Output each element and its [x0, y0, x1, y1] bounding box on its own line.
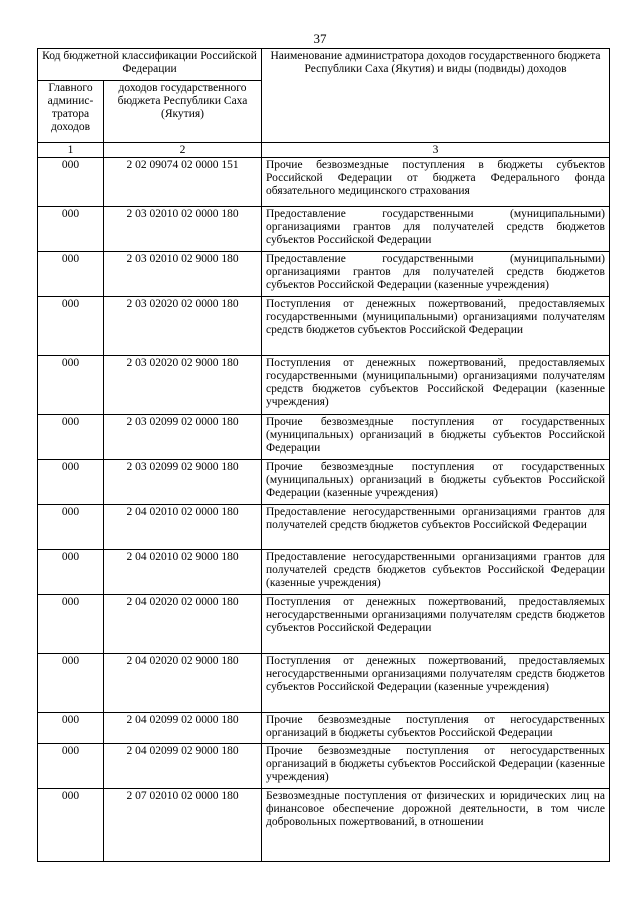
admin-code-cell: 000: [38, 297, 104, 356]
header-main-administrator: Главного админис-тратора доходов: [38, 81, 104, 143]
table-row: [38, 356, 610, 415]
admin-code-cell: 000: [38, 356, 104, 415]
admin-code-cell: 000: [38, 460, 104, 505]
table-row: [38, 654, 610, 713]
revenue-code-cell: 2 04 02099 02 9000 180: [104, 744, 262, 789]
revenue-code-cell: 2 03 02020 02 0000 180: [104, 297, 262, 356]
revenue-name-cell: Поступления от денежных пожертвований, предоставляемых негосударственными организациями получателям средств бюджетов субъектов Российской Федерации: [262, 595, 610, 654]
header-administrator-name: Наименование администратора доходов государственного бюджета Республики Саха (Якутия) и виды (подвиды) доходов: [262, 49, 610, 143]
table-row: [38, 789, 610, 862]
revenue-name-cell: Прочие безвозмездные поступления от негосударственных организаций в бюджеты субъектов Российской Федерации: [262, 713, 610, 744]
admin-code-cell: 000: [38, 744, 104, 789]
revenue-name-cell: Поступления от денежных пожертвований, предоставляемых государственными (муниципальными) организациями получателям средств бюджетов субъектов Российской Федерации: [262, 297, 610, 356]
revenue-name-cell: Прочие безвозмездные поступления в бюджеты субъектов Российской Федерации от бюджета Федерального фонда обязательного медицинского страхования: [262, 158, 610, 207]
table-row: [38, 713, 610, 744]
revenue-code-cell: 2 04 02010 02 0000 180: [104, 505, 262, 550]
admin-code-cell: 000: [38, 415, 104, 460]
table-header: [38, 49, 610, 158]
revenue-code-cell: 2 04 02020 02 9000 180: [104, 654, 262, 713]
revenue-code-cell: 2 04 02010 02 9000 180: [104, 550, 262, 595]
revenue-name-cell: Прочие безвозмездные поступления от государственных (муниципальных) организаций в бюджеты субъектов Российской Федерации: [262, 415, 610, 460]
table-row: [38, 744, 610, 789]
header-budget-code-group: Код бюджетной классификации Российской Федерации: [38, 49, 262, 81]
revenue-name-cell: Поступления от денежных пожертвований, предоставляемых государственными (муниципальными) организациями получателям средств бюджетов субъектов Российской Федерации (казенные учреждения): [262, 356, 610, 415]
table-row: [38, 550, 610, 595]
header-revenue-code: доходов государственного бюджета Республики Саха (Якутия): [104, 81, 262, 143]
admin-code-cell: 000: [38, 789, 104, 862]
admin-code-cell: 000: [38, 654, 104, 713]
column-number-1: 1: [38, 143, 104, 158]
revenue-code-cell: 2 03 02010 02 9000 180: [104, 252, 262, 297]
admin-code-cell: 000: [38, 550, 104, 595]
revenue-name-cell: Прочие безвозмездные поступления от негосударственных организаций в бюджеты субъектов Российской Федерации (казенные учреждения): [262, 744, 610, 789]
admin-code-cell: 000: [38, 595, 104, 654]
admin-code-cell: 000: [38, 505, 104, 550]
admin-code-cell: 000: [38, 158, 104, 207]
revenue-name-cell: Предоставление государственными (муниципальными) организациями грантов для получателей средств бюджетов субъектов Российской Федерации: [262, 207, 610, 252]
revenue-code-cell: 2 03 02099 02 9000 180: [104, 460, 262, 505]
table-row: [38, 595, 610, 654]
column-number-3: 3: [262, 143, 610, 158]
table-row: [38, 415, 610, 460]
revenue-name-cell: Предоставление негосударственными организациями грантов для получателей средств бюджетов субъектов Российской Федерации: [262, 505, 610, 550]
table-row: [38, 460, 610, 505]
revenue-code-cell: 2 02 09074 02 0000 151: [104, 158, 262, 207]
revenue-name-cell: Поступления от денежных пожертвований, предоставляемых негосударственными организациями получателям средств бюджетов субъектов Российской Федерации (казенные учреждения): [262, 654, 610, 713]
table-row: [38, 158, 610, 207]
revenue-code-cell: 2 04 02099 02 0000 180: [104, 713, 262, 744]
table-row: [38, 297, 610, 356]
admin-code-cell: 000: [38, 252, 104, 297]
revenue-code-cell: 2 03 02020 02 9000 180: [104, 356, 262, 415]
revenue-code-cell: 2 07 02010 02 0000 180: [104, 789, 262, 862]
revenue-code-cell: 2 03 02099 02 0000 180: [104, 415, 262, 460]
revenue-name-cell: Предоставление негосударственными организациями грантов для получателей средств бюджетов субъектов Российской Федерации (казенные учреждения): [262, 550, 610, 595]
revenue-name-cell: Предоставление государственными (муниципальными) организациями грантов для получателей средств бюджетов субъектов Российской Федерации (казенные учреждения): [262, 252, 610, 297]
revenue-name-cell: Прочие безвозмездные поступления от государственных (муниципальных) организаций в бюджеты субъектов Российской Федерации (казенные учреждения): [262, 460, 610, 505]
admin-code-cell: 000: [38, 713, 104, 744]
page-number: 37: [313, 31, 327, 46]
table-row: [38, 207, 610, 252]
budget-classification-table: [37, 48, 610, 862]
revenue-name-cell: Безвозмездные поступления от физических и юридических лиц на финансовое обеспечение дорожной деятельности, в том числе добровольных пожертвований, в отношении: [262, 789, 610, 862]
revenue-code-cell: 2 04 02020 02 0000 180: [104, 595, 262, 654]
column-number-2: 2: [104, 143, 262, 158]
admin-code-cell: 000: [38, 207, 104, 252]
table-row: [38, 505, 610, 550]
table-row: [38, 252, 610, 297]
revenue-code-cell: 2 03 02010 02 0000 180: [104, 207, 262, 252]
